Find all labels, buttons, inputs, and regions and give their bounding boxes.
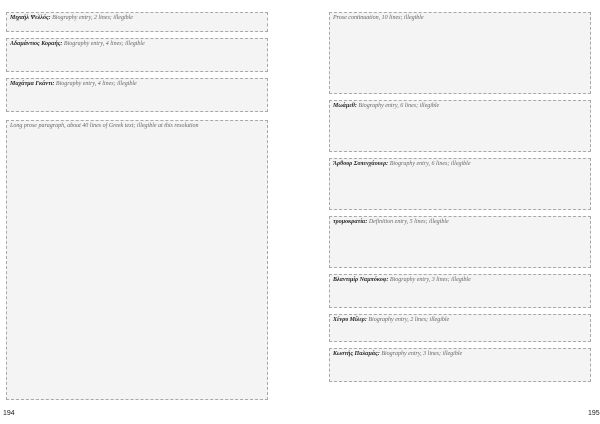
entry-title: τρομοκρατία: xyxy=(333,219,368,225)
right-page xyxy=(329,8,591,402)
entry-gandhi xyxy=(6,78,268,112)
entry-note: Biography entry, 4 lines; illegible xyxy=(55,81,137,87)
entry-title: Μιχαήλ Ψελλός: xyxy=(10,15,51,21)
entry-note: Definition entry, 5 lines; illegible xyxy=(368,219,449,225)
entry-mohammed xyxy=(329,100,591,152)
entry-note: Biography entry, 2 lines; illegible xyxy=(52,15,133,21)
entry-miller xyxy=(329,314,591,342)
entry-note: Long prose paragraph, about 40 lines of Greek text; illegible at this resolution xyxy=(10,123,199,129)
entry-note: Biography entry, 6 lines; illegible xyxy=(389,161,471,167)
page-number-left: 194 xyxy=(3,410,15,417)
left-page xyxy=(6,8,268,402)
entry-title: Άρθουρ Σοπενχάουερ: xyxy=(333,161,389,167)
entry-note: Prose continuation, 10 lines; illegible xyxy=(333,15,424,21)
entry-title: Βλαντιμίρ Ναμπόκοφ: xyxy=(333,277,389,283)
entry-nabokov xyxy=(329,274,591,308)
entry-prose xyxy=(6,120,268,400)
entry-note: Biography entry, 4 lines; illegible xyxy=(63,41,145,47)
entry-title: Μωάμεθ: xyxy=(333,103,357,109)
entry-note: Biography entry, 6 lines; illegible xyxy=(358,103,440,109)
entry-schopenhauer xyxy=(329,158,591,210)
entry-title: Χένρυ Μίλερ: xyxy=(333,317,367,323)
entry-psellos xyxy=(6,12,268,32)
entry-title: Μαχάτμα Γκάντι: xyxy=(10,81,55,87)
entry-prose-continued xyxy=(329,12,591,94)
entry-title: Αδαμάντιος Κοραής: xyxy=(10,41,63,47)
entry-note: Biography entry, 3 lines; illegible xyxy=(389,277,471,283)
page-number-right: 195 xyxy=(588,410,600,417)
entry-korais xyxy=(6,38,268,72)
entry-palamas xyxy=(329,348,591,382)
entry-title: Κωστής Παλαμάς: xyxy=(333,351,380,357)
entry-note: Biography entry, 2 lines; illegible xyxy=(368,317,450,323)
entry-terror xyxy=(329,216,591,268)
entry-note: Biography entry, 3 lines; illegible xyxy=(381,351,463,357)
